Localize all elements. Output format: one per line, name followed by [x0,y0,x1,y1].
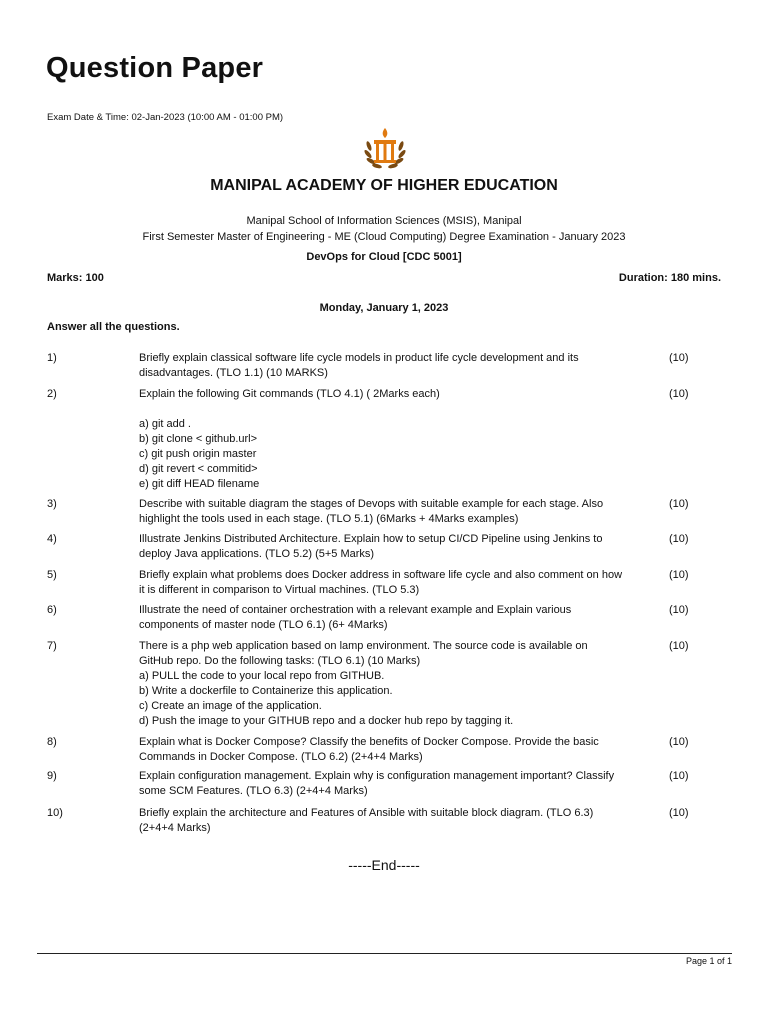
question-text [139,639,659,729]
question-text [139,735,659,765]
end-marker: -----End----- [348,857,420,873]
question-number: 8) [47,736,57,748]
question-number: 1) [47,352,57,364]
question-line: GitHub repo. Do the following tasks: (TLO 6.1) (10 Marks) [139,655,421,667]
school-name: Manipal School of Information Sciences (MSIS), Manipal [246,215,522,227]
question-number: 5) [47,569,57,581]
question-marks: (10) [669,388,689,400]
question-number: 6) [47,604,57,616]
question-marks: (10) [669,807,689,819]
manipal-crest-icon [360,126,410,172]
question-marks: (10) [669,498,689,510]
question-line: highlight the tools used in each stage. (TLO 5.1) (6Marks + 4Marks examples) [139,513,519,525]
question-marks: (10) [669,533,689,545]
page-title: Question Paper [46,52,264,84]
question-line: c) git push origin master [139,448,257,460]
exam-date: Monday, January 1, 2023 [319,302,449,314]
question-text [139,387,659,492]
instructions: Answer all the questions. [47,321,180,333]
course-title: DevOps for Cloud [CDC 5001] [306,251,462,263]
page-number: Page 1 of 1 [685,956,732,966]
question-marks: (10) [669,569,689,581]
question-marks: (10) [669,770,689,782]
institution-name: MANIPAL ACADEMY OF HIGHER EDUCATION [210,177,558,194]
question-number: 3) [47,498,57,510]
question-line: disadvantages. (TLO 1.1) (10 MARKS) [139,367,328,379]
question-line: a) PULL the code to your local repo from GITHUB. [139,670,385,682]
question-line: Explain the following Git commands (TLO 4.1) ( 2Marks each) [139,388,440,400]
question-marks: (10) [669,736,689,748]
question-line: Describe with suitable diagram the stages of Devops with suitable example for each stage. Also [139,498,604,510]
question-line: b) Write a dockerfile to Containerize this application. [139,685,393,697]
exam-date-time: Exam Date & Time: 02-Jan-2023 (10:00 AM - 01:00 PM) [47,112,284,123]
footer-divider [37,953,732,954]
question-line: a) git add . [139,418,191,430]
question-text [139,497,659,527]
question-number: 4) [47,533,57,545]
question-line: Explain configuration management. Explain why is configuration management important? Classify [139,770,615,782]
question-line: Explain what is Docker Compose? Classify the benefits of Docker Compose. Provide the basic [139,736,599,748]
question-text [139,532,659,562]
question-line: Briefly explain classical software life cycle models in product life cycle development and its [139,352,579,364]
question-text [139,603,659,633]
question-line: Illustrate Jenkins Distributed Architecture. Explain how to setup CI/CD Pipeline using Jenkins to [139,533,603,545]
question-number: 9) [47,770,57,782]
question-line: c) Create an image of the application. [139,700,322,712]
question-text [139,568,659,598]
question-marks: (10) [669,640,689,652]
question-text [139,769,659,799]
question-line: There is a php web application based on lamp environment. The source code is available on [139,640,588,652]
question-line: d) Push the image to your GITHUB repo and a docker hub repo by tagging it. [139,715,514,727]
question-line: some SCM Features. (TLO 6.3) (2+4+4 Marks) [139,785,368,797]
question-text [139,806,659,836]
question-line: components of master node (TLO 6.1) (6+ 4Marks) [139,619,388,631]
question-marks: (10) [669,352,689,364]
question-number: 7) [47,640,57,652]
exam-duration: Duration: 180 mins. [618,272,721,284]
question-line: Illustrate the need of container orchestration with a relevant example and Explain various [139,604,572,616]
question-line: Commands in Docker Compose. (TLO 6.2) (2+4+4 Marks) [139,751,423,763]
question-line: e) git diff HEAD filename [139,478,260,490]
question-line: (2+4+4 Marks) [139,822,211,834]
total-marks: Marks: 100 [47,272,104,284]
question-number: 10) [47,807,63,819]
question-line: deploy Java applications. (TLO 5.2) (5+5 Marks) [139,548,375,560]
degree-title: First Semester Master of Engineering - ME (Cloud Computing) Degree Examination - January 2023 [142,231,626,243]
question-line: Briefly explain the architecture and Features of Ansible with suitable block diagram. (TLO 6.3) [139,807,594,819]
question-text [139,351,659,381]
question-marks: (10) [669,604,689,616]
question-line: Briefly explain what problems does Docker address in software life cycle and also comment on how [139,569,623,581]
question-number: 2) [47,388,57,400]
question-line: d) git revert < commitid> [139,463,258,475]
question-line: it is different in comparison to Virtual machines. (TLO 5.3) [139,584,420,596]
question-line: b) git clone < github.url> [139,433,258,445]
question-line [139,402,659,417]
